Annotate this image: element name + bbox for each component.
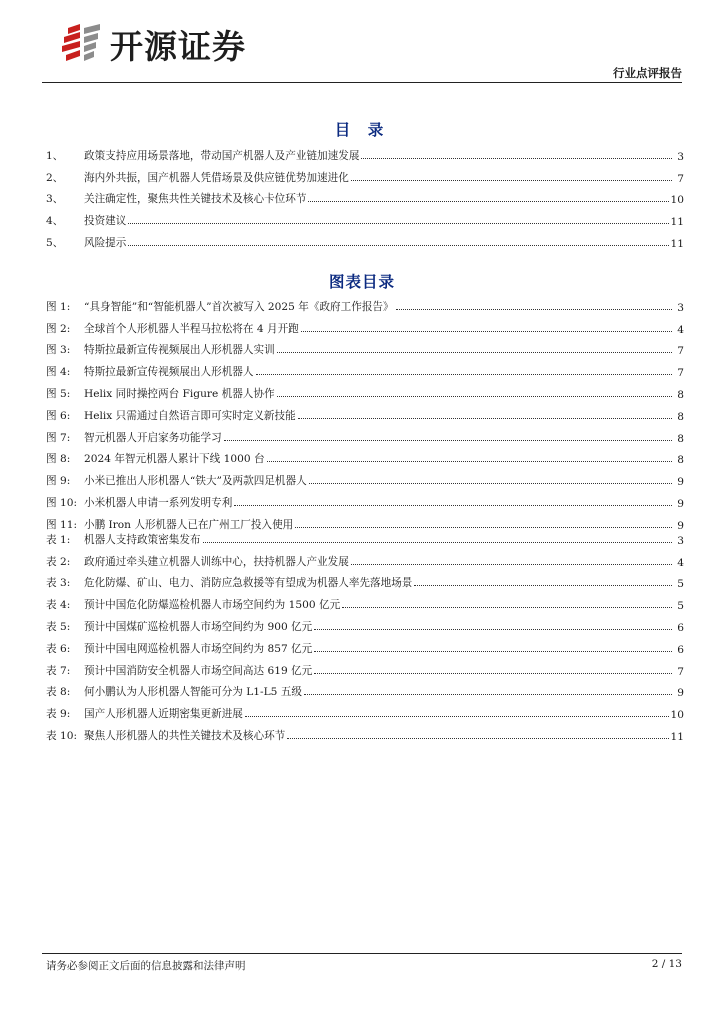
- entry-text: 预计中国电网巡检机器人市场空间约为 857 亿元: [84, 642, 313, 655]
- figure-list: [46, 292, 684, 532]
- entry-text: “具身智能”和“智能机器人”首次被写入 2025 年《政府工作报告》: [84, 300, 394, 313]
- leader-dots: [301, 331, 672, 332]
- entry-page: 4: [677, 323, 684, 336]
- entry-page: 8: [677, 454, 684, 467]
- leader-dots: [128, 245, 668, 246]
- toc-list: [46, 141, 684, 250]
- kaiyuan-logo-icon: [60, 22, 104, 66]
- entry-label: 表 3:: [46, 577, 71, 590]
- entry-label: 图 10:: [46, 496, 78, 509]
- toc-entry[interactable]: [46, 141, 684, 163]
- entry-page: 10: [670, 709, 684, 722]
- entry-label: 表 9:: [46, 708, 71, 721]
- entry-page: 7: [677, 172, 684, 185]
- entry-text: 小米已推出人形机器人“铁大”及两款四足机器人: [84, 475, 307, 488]
- entry-text: 预计中国煤矿巡检机器人市场空间约为 900 亿元: [84, 620, 313, 633]
- leader-dots: [245, 716, 669, 717]
- entry-label: 5、: [46, 236, 64, 249]
- entry-text: 政策支持应用场景落地，带动国产机器人及产业链加速发展: [84, 149, 360, 162]
- entry-label: 图 8:: [46, 453, 71, 466]
- toc-entry[interactable]: [46, 590, 684, 612]
- toc-entry[interactable]: [46, 379, 684, 401]
- entry-text: 何小鹏认为人形机器人智能可分为 L1-L5 五级: [84, 686, 302, 699]
- entry-text: 国产人形机器人近期密集更新进展: [84, 708, 243, 721]
- entry-label: 图 9:: [46, 475, 71, 488]
- leader-dots: [414, 585, 672, 586]
- entry-text: 小鹏 Iron 人形机器人已在广州工厂投入使用: [84, 518, 294, 531]
- leader-dots: [267, 461, 672, 462]
- entry-label: 表 5:: [46, 620, 71, 633]
- entry-label: 图 6:: [46, 409, 71, 422]
- entry-page: 11: [670, 237, 684, 250]
- entry-label: 表 1:: [46, 533, 71, 546]
- leader-dots: [308, 201, 668, 202]
- entry-page: 8: [677, 388, 684, 401]
- leader-dots: [277, 396, 672, 397]
- toc-entry[interactable]: [46, 569, 684, 591]
- brand-logo: [60, 22, 246, 66]
- leader-dots: [314, 629, 672, 630]
- entry-text: 智元机器人开启家务功能学习: [84, 431, 222, 444]
- entry-label: 3、: [46, 193, 64, 206]
- entry-page: 9: [677, 497, 684, 510]
- entry-text: 特斯拉最新宣传视频展出人形机器人: [84, 366, 254, 379]
- leader-dots: [277, 352, 672, 353]
- entry-label: 表 2:: [46, 555, 71, 568]
- entry-text: 全球首个人形机器人半程马拉松将在 4 月开跑: [84, 322, 299, 335]
- entry-page: 4: [677, 556, 684, 569]
- leader-dots: [396, 309, 672, 310]
- toc-entry[interactable]: [46, 185, 684, 207]
- leader-dots: [128, 223, 668, 224]
- table-list: [46, 525, 684, 743]
- entry-label: 图 4:: [46, 366, 71, 379]
- leader-dots: [256, 374, 673, 375]
- leader-dots: [224, 440, 672, 441]
- entry-page: 8: [677, 432, 684, 445]
- toc-entry[interactable]: [46, 634, 684, 656]
- leader-dots: [314, 651, 672, 652]
- entry-page: 7: [677, 345, 684, 358]
- entry-label: 图 1:: [46, 300, 71, 313]
- entry-label: 表 7:: [46, 664, 71, 677]
- entry-page: 11: [670, 216, 684, 229]
- leader-dots: [287, 738, 668, 739]
- toc-entry[interactable]: [46, 525, 684, 547]
- leader-dots: [304, 694, 672, 695]
- entry-page: 7: [677, 367, 684, 380]
- entry-page: 8: [677, 410, 684, 423]
- leader-dots: [298, 418, 672, 419]
- leader-dots: [234, 505, 672, 506]
- footer-divider: [42, 953, 682, 954]
- entry-page: 5: [677, 578, 684, 591]
- entry-text: 海内外共振，国产机器人凭借场景及供应链优势加速进化: [84, 171, 349, 184]
- toc-entry[interactable]: [46, 466, 684, 488]
- entry-page: 7: [677, 665, 684, 678]
- entry-text: 预计中国危化防爆巡检机器人市场空间约为 1500 亿元: [84, 599, 341, 612]
- toc-entry[interactable]: [46, 678, 684, 700]
- toc-entry[interactable]: [46, 423, 684, 445]
- figures-title: 图表目录: [328, 273, 395, 291]
- toc-entry[interactable]: [46, 445, 684, 467]
- toc-entry[interactable]: [46, 357, 684, 379]
- entry-label: 表 10:: [46, 729, 78, 742]
- page-number: 2 / 13: [651, 958, 682, 970]
- entry-text: 危化防爆、矿山、电力、消防应急救援等有望成为机器人率先落地场景: [84, 577, 413, 590]
- entry-label: 图 11:: [46, 518, 78, 531]
- entry-label: 表 6:: [46, 642, 71, 655]
- entry-text: Helix 只需通过自然语言即可实时定义新技能: [84, 409, 296, 422]
- entry-text: 关注确定性，聚焦共性关键技术及核心卡位环节: [84, 193, 307, 206]
- toc-entry[interactable]: [46, 699, 684, 721]
- brand-name: 开源证券: [110, 26, 246, 66]
- entry-page: 6: [677, 621, 684, 634]
- leader-dots: [203, 542, 672, 543]
- entry-page: 9: [677, 476, 684, 489]
- entry-label: 2、: [46, 171, 64, 184]
- entry-text: 小米机器人申请一系列发明专利: [84, 496, 233, 509]
- toc-entry[interactable]: [46, 228, 684, 250]
- entry-page: 6: [677, 643, 684, 656]
- entry-text: 机器人支持政策密集发布: [84, 533, 201, 546]
- toc-entry[interactable]: [46, 314, 684, 336]
- entry-label: 1、: [46, 149, 64, 162]
- entry-label: 图 2:: [46, 322, 71, 335]
- entry-label: 表 8:: [46, 686, 71, 699]
- header-divider: [42, 82, 682, 83]
- toc-entry[interactable]: [46, 721, 684, 743]
- leader-dots: [309, 483, 672, 484]
- entry-text: 投资建议: [84, 215, 127, 228]
- leader-dots: [314, 673, 672, 674]
- toc-entry[interactable]: [46, 206, 684, 228]
- toc-entry[interactable]: [46, 163, 684, 185]
- toc-entry[interactable]: [46, 612, 684, 634]
- entry-page: 9: [677, 687, 684, 700]
- leader-dots: [351, 180, 672, 181]
- entry-page: 10: [670, 194, 684, 207]
- toc-entry[interactable]: [46, 401, 684, 423]
- entry-text: 政府通过牵头建立机器人训练中心，扶持机器人产业发展: [84, 555, 349, 568]
- leader-dots: [361, 158, 672, 159]
- entry-text: 聚焦人形机器人的共性关键技术及核心环节: [84, 729, 286, 742]
- entry-page: 9: [677, 519, 684, 532]
- entry-text: 2024 年智元机器人累计下线 1000 台: [84, 453, 265, 466]
- report-type-tag: 行业点评报告: [613, 66, 682, 80]
- toc-entry[interactable]: [46, 488, 684, 510]
- toc-entry[interactable]: [46, 292, 684, 314]
- entry-text: 特斯拉最新宣传视频展出人形机器人实训: [84, 344, 275, 357]
- entry-page: 11: [670, 730, 684, 743]
- toc-entry[interactable]: [46, 547, 684, 569]
- entry-label: 图 5:: [46, 387, 71, 400]
- entry-label: 4、: [46, 215, 64, 228]
- entry-text: 预计中国消防安全机器人市场空间高达 619 亿元: [84, 664, 313, 677]
- entry-label: 图 7:: [46, 431, 71, 444]
- toc-entry[interactable]: [46, 336, 684, 358]
- entry-page: 3: [677, 150, 684, 163]
- entry-label: 图 3:: [46, 344, 71, 357]
- entry-text: Helix 同时操控两台 Figure 机器人协作: [84, 387, 275, 400]
- footer-disclaimer: 请务必参阅正文后面的信息披露和法律声明: [46, 960, 246, 972]
- entry-label: 表 4:: [46, 599, 71, 612]
- toc-entry[interactable]: [46, 656, 684, 678]
- entry-page: 3: [677, 301, 684, 314]
- entry-text: 风险提示: [84, 236, 127, 249]
- entry-page: 3: [677, 534, 684, 547]
- toc-title: 目 录: [334, 121, 390, 139]
- entry-page: 5: [677, 600, 684, 613]
- leader-dots: [351, 564, 672, 565]
- leader-dots: [342, 607, 672, 608]
